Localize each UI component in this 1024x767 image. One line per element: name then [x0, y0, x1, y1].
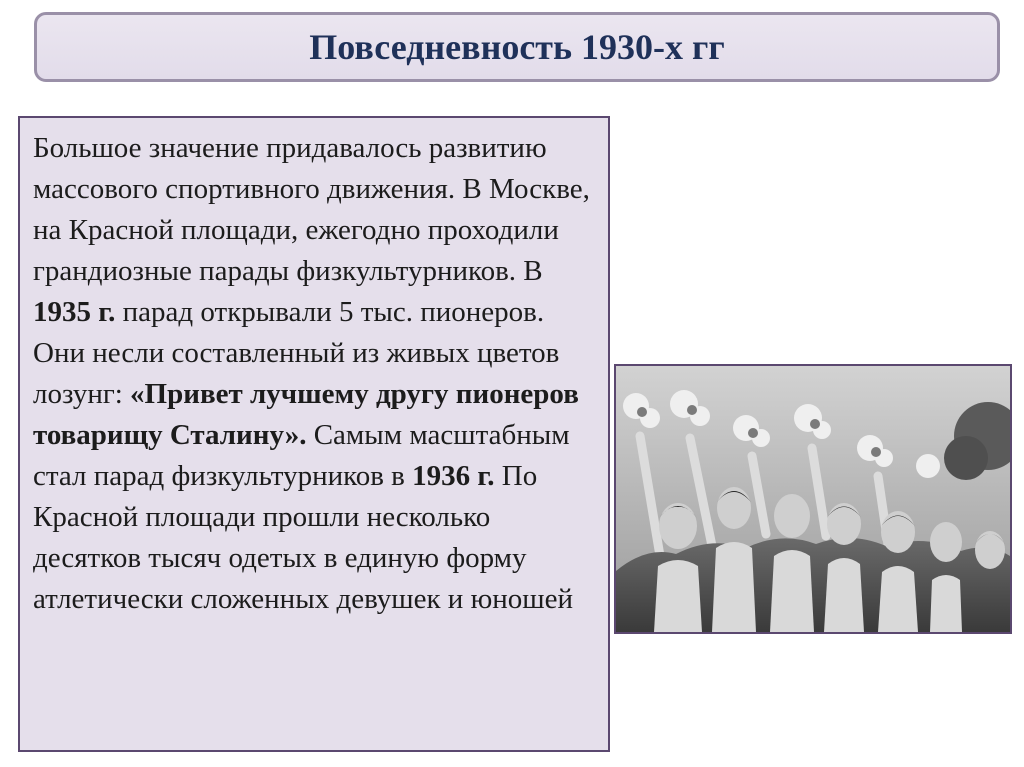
title-banner: [34, 12, 1000, 82]
parade-photo-icon: [616, 366, 1010, 632]
text-panel: [18, 116, 610, 752]
text-segment: парад открывали 5 тыс. пионеров. Они несли составленный из живых цветов лозунг:: [33, 296, 560, 410]
year-1935-bold: 1935 г.: [33, 296, 116, 328]
body-paragraph: [33, 128, 596, 620]
parade-photo: [614, 364, 1012, 634]
slogan-bold: «Привет лучшему другу пионеров товарищу Сталину».: [33, 378, 579, 451]
year-1936-bold: 1936 г.: [412, 460, 495, 492]
text-segment: Большое значение придавалось развитию массового спортивного движения. В Москве, на Красной площади, ежегодно проходили грандиозные парады физкультурников. В: [33, 132, 590, 287]
text-segment: Самым масштабным стал парад физкультурников в: [33, 419, 570, 492]
text-segment: По Красной площади прошли несколько десятков тысяч одетых в единую форму атлетически сложенных девушек и юношей: [33, 460, 573, 615]
page-title: Повседневность 1930-х гг: [309, 27, 725, 67]
